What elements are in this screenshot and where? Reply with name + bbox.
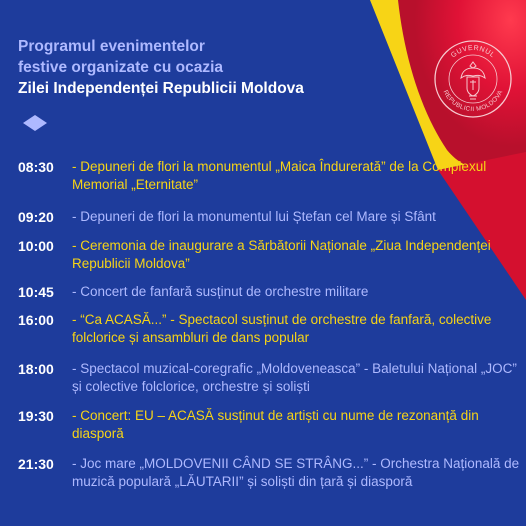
diamond-divider-icon	[22, 114, 48, 132]
event-time: 16:00	[18, 312, 54, 328]
event-description: - “Ca ACASĂ...” - Spectacol susținut de orchestre de fanfară, colective folclorice și ansambluri de dans popular	[72, 312, 492, 345]
event-description: - Joc mare „MOLDOVENII CÂND SE STRÂNG...” - Orchestra Națională de muzică populară „LĂUTARII” și soliști din țară și diasporă	[72, 456, 520, 489]
svg-text:REPUBLICII MOLDOVA: REPUBLICII MOLDOVA	[441, 89, 505, 114]
event-time: 19:30	[18, 408, 54, 424]
svg-text:GUVERNUL: GUVERNUL	[450, 44, 497, 60]
event-time: 10:00	[18, 238, 54, 254]
event-description: - Spectacol muzical-coregrafic „Moldoveneasca” - Baletului Național „JOC” și colective folclorice, orchestre și soliști	[72, 361, 517, 394]
event-time: 08:30	[18, 159, 54, 175]
event-time: 18:00	[18, 361, 54, 377]
title-line-3: Zilei Independenței Republicii Moldova	[18, 80, 304, 97]
header-title	[18, 36, 378, 99]
title-line-2: festive organizate cu ocazia	[18, 59, 224, 76]
government-emblem-icon	[432, 38, 514, 120]
event-description: - Ceremonia de inaugurare a Sărbătorii Naționale „Ziua Independenței Republicii Moldova”	[72, 238, 491, 271]
title-line-1: Programul evenimentelor	[18, 38, 205, 55]
event-time: 09:20	[18, 209, 54, 225]
event-description: - Depuneri de flori la monumentul lui Ștefan cel Mare și Sfânt	[72, 209, 436, 224]
event-time: 10:45	[18, 284, 54, 300]
event-description: - Concert de fanfară susținut de orchestre militare	[72, 284, 369, 299]
event-description: - Concert: EU – ACASĂ susținut de artiști cu nume de rezonanță din diasporă	[72, 408, 479, 441]
event-description: - Depuneri de flori la monumentul „Maica Îndurerată” de la Complexul Memorial „Eternitate”	[72, 159, 487, 192]
event-time: 21:30	[18, 456, 54, 472]
